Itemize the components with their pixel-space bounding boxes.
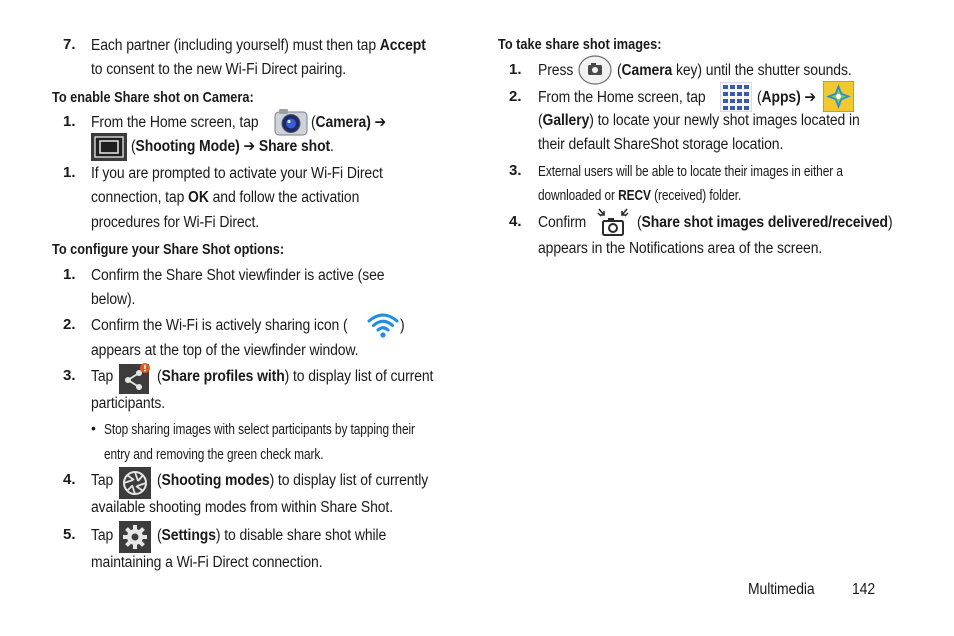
share-profiles-label: Share profiles with (161, 368, 285, 385)
step-text: maintaining a Wi-Fi Direct connection. (91, 554, 323, 571)
paren: ) (887, 214, 893, 231)
step-text-part: ) to disable share shot while (215, 527, 387, 544)
step-text: Confirm (538, 214, 587, 231)
paren: ( (157, 472, 162, 489)
step-text: appears in the Notifications area of the screen. (538, 240, 823, 257)
step-text: procedures for Wi-Fi Direct. (91, 214, 260, 231)
paren: ( (538, 112, 543, 129)
bullet-mark: • (91, 420, 96, 436)
step-text: Tap (91, 527, 114, 544)
step-text-part: key) until the shutter sounds. (672, 62, 852, 79)
step-text: their default ShareShot storage location. (538, 136, 784, 153)
step-number: 2. (509, 88, 522, 105)
bullet-text: Stop sharing images with select participants by tapping their (104, 422, 415, 438)
step-number: 2. (63, 316, 76, 333)
paren: ( (311, 114, 316, 131)
step-text: External users will be able to locate their images in either a (538, 164, 843, 180)
share-shot-delivered-label: Share shot images delivered/received (641, 214, 888, 231)
step-text: From the Home screen, tap (91, 114, 259, 131)
step-text (157, 367, 433, 387)
step-number: 1. (63, 164, 76, 181)
step-number: 4. (509, 213, 522, 230)
paren: ( (617, 62, 622, 79)
step-number: 3. (63, 367, 76, 384)
step-text-part: ) to display list of current (284, 368, 434, 385)
settings-label: Settings (161, 527, 216, 544)
step-text: to consent to the new Wi-Fi Direct pairing. (91, 61, 347, 78)
step-text-part: and follow the activation (208, 189, 360, 206)
step-number: 1. (509, 61, 522, 78)
shooting-modes-icon (119, 467, 151, 499)
step-text: Tap (91, 472, 114, 489)
step-text (311, 113, 386, 133)
step-text (637, 213, 893, 233)
section-heading: To enable Share shot on Camera: (52, 89, 254, 106)
step-text-part: ) to locate your newly shot images located in (589, 112, 860, 129)
section-heading: To configure your Share Shot options: (52, 241, 285, 258)
page-number: 142 (852, 581, 876, 598)
paren: ( (757, 89, 762, 106)
step-text-part: connection, tap (91, 189, 189, 206)
gallery-icon (823, 81, 854, 112)
shooting-mode-icon (91, 133, 127, 161)
apps-label: Apps (761, 89, 797, 106)
recv-label: RECV (618, 188, 651, 204)
accept-label: Accept (379, 37, 426, 54)
step-text: If you are prompted to activate your Wi-Fi Direct (91, 165, 383, 182)
camera-app-icon (274, 108, 308, 136)
arrow: ) ➔ (235, 138, 259, 155)
step-number: 1. (63, 266, 76, 283)
share-shot-label: Share shot (258, 138, 331, 155)
step-text: Confirm the Share Shot viewfinder is active (see (91, 267, 385, 284)
step-text-part: downloaded or (538, 188, 619, 204)
paren: ( (637, 214, 642, 231)
step-text-part: (received) folder. (650, 188, 742, 204)
step-text (538, 111, 860, 131)
step-text (538, 186, 741, 206)
paren: ( (131, 138, 136, 155)
camera-label: Camera (315, 114, 367, 131)
arrow: ) ➔ (796, 89, 817, 106)
ok-label: OK (188, 189, 209, 206)
step-text: participants. (91, 395, 166, 412)
step-text: appears at the top of the viewfinder window. (91, 342, 359, 359)
step-text (157, 471, 428, 491)
step-text: below). (91, 291, 136, 308)
wifi-sharing-icon (366, 310, 400, 340)
step-number: 4. (63, 471, 76, 488)
step-text: available shooting modes from within Share Shot. (91, 499, 393, 516)
arrow: ) ➔ (366, 114, 387, 131)
step-text: Confirm the Wi-Fi is actively sharing icon ( (91, 317, 348, 334)
step-text (91, 36, 426, 56)
step-text: ) (400, 317, 405, 334)
camera-key-icon (578, 55, 612, 85)
settings-icon (119, 521, 151, 553)
paren: ( (157, 527, 162, 544)
step-number: 1. (63, 113, 76, 130)
apps-grid-icon (720, 82, 752, 112)
gallery-label: Gallery (542, 112, 590, 129)
share-shot-notification-icon (596, 207, 630, 237)
period: . (330, 138, 334, 155)
step-text (617, 61, 852, 81)
section-heading: To take share shot images: (498, 36, 662, 53)
step-text (757, 88, 816, 108)
bullet-text: entry and removing the green check mark. (104, 447, 324, 463)
shooting-mode-label: Shooting Mode (135, 138, 236, 155)
step-text: Press (538, 62, 574, 79)
step-number: 7. (63, 36, 76, 53)
step-text (91, 188, 359, 208)
step-number: 5. (63, 526, 76, 543)
step-text (157, 526, 386, 546)
shooting-modes-label: Shooting modes (161, 472, 270, 489)
camera-label: Camera (621, 62, 673, 79)
step-text: Tap (91, 368, 114, 385)
step-number: 3. (509, 162, 522, 179)
footer-section: Multimedia (748, 581, 815, 598)
step-text (131, 137, 334, 157)
step-text-part: Each partner (including yourself) must then tap (91, 37, 380, 54)
step-text-part: ) to display list of currently (269, 472, 429, 489)
share-profiles-icon (119, 362, 151, 394)
paren: ( (157, 368, 162, 385)
step-text: From the Home screen, tap (538, 89, 706, 106)
